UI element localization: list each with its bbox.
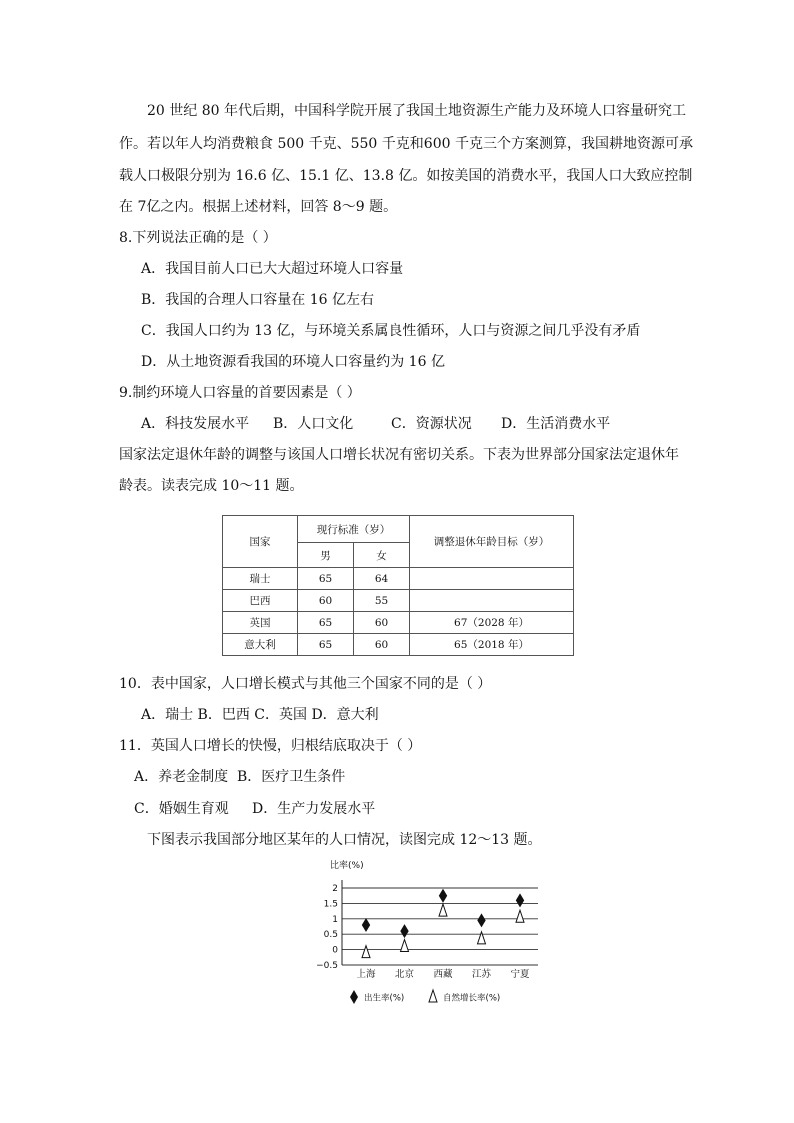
chart-intro: 下图表示我国部分地区某年的人口情况，读图完成 12～13 题。 bbox=[147, 832, 542, 848]
y-tick-label: 0 bbox=[332, 945, 338, 956]
q8-stem: 8.下列说法正确的是（ ） bbox=[119, 230, 277, 246]
table-intro-line-2: 龄表。读表完成 10～11 题。 bbox=[119, 478, 304, 494]
cell-male: 65 bbox=[298, 612, 354, 634]
q10-options: A．瑞士 B．巴西 C．英国 D．意大利 bbox=[141, 707, 379, 723]
intro-line-4: 在 7亿之内。根据上述材料，回答 8～9 题。 bbox=[119, 199, 398, 215]
q11-options-row-2 bbox=[134, 799, 375, 819]
q9-option-c: C．资源状况 bbox=[391, 416, 472, 432]
header-current-standard: 现行标准（岁） bbox=[298, 516, 410, 543]
y-axis-label: 比率(%) bbox=[330, 861, 364, 871]
cell-female: 60 bbox=[354, 634, 410, 656]
header-country: 国家 bbox=[223, 516, 298, 568]
retirement-table bbox=[222, 515, 574, 656]
q8-option-c: C．我国人口约为 13 亿，与环境关系属良性循环，人口与资源之间几乎没有矛盾 bbox=[141, 323, 641, 339]
birth-rate-point bbox=[362, 918, 370, 932]
q8-option-d: D．从土地资源看我国的环境人口容量约为 16 亿 bbox=[141, 354, 445, 370]
natural-growth-point bbox=[516, 910, 524, 922]
x-tick-label: 宁夏 bbox=[510, 969, 530, 980]
table-row bbox=[223, 634, 574, 656]
cell-target bbox=[410, 590, 574, 612]
cell-target: 67（2028 年） bbox=[410, 612, 574, 634]
natural-growth-point bbox=[478, 932, 486, 944]
cell-male: 65 bbox=[298, 568, 354, 590]
legend-birth-rate-label: 出生率(%) bbox=[364, 993, 405, 1004]
birth-rate-point bbox=[477, 913, 485, 927]
header-male: 男 bbox=[298, 543, 354, 568]
cell-female: 55 bbox=[354, 590, 410, 612]
header-female: 女 bbox=[354, 543, 410, 568]
q9-stem: 9.制约环境人口容量的首要因素是（ ） bbox=[119, 385, 361, 401]
y-tick-label: 0.5 bbox=[323, 930, 338, 941]
x-tick-label: 上海 bbox=[356, 969, 376, 980]
natural-growth-point bbox=[439, 904, 447, 916]
cell-country: 巴西 bbox=[223, 590, 298, 612]
birth-rate-point bbox=[400, 924, 408, 938]
cell-female: 60 bbox=[354, 612, 410, 634]
cell-male: 65 bbox=[298, 634, 354, 656]
cell-male: 60 bbox=[298, 590, 354, 612]
natural-growth-point bbox=[362, 946, 370, 958]
x-tick-label: 江苏 bbox=[471, 969, 492, 980]
cell-country: 英国 bbox=[223, 612, 298, 634]
cell-country: 意大利 bbox=[223, 634, 298, 656]
cell-target bbox=[410, 568, 574, 590]
cell-target: 65（2018 年） bbox=[410, 634, 574, 656]
q8-option-a: A．我国目前人口已大大超过环境人口容量 bbox=[141, 261, 404, 277]
q11-option-b: B．医疗卫生条件 bbox=[237, 769, 346, 785]
header-target: 调整退休年龄目标（岁） bbox=[410, 516, 574, 568]
intro-line-1: 20 世纪 80 年代后期，中国科学院开展了我国土地资源生产能力及环境人口容量研究工 bbox=[147, 103, 686, 119]
y-tick-label: 1 bbox=[332, 914, 338, 925]
birth-rate-point bbox=[516, 893, 524, 907]
table-row bbox=[223, 568, 574, 590]
q11-option-d: D．生产力发展水平 bbox=[252, 801, 376, 817]
legend-natural-growth-marker bbox=[429, 990, 437, 1002]
q9-option-a: A．科技发展水平 bbox=[141, 416, 250, 432]
table-row bbox=[223, 590, 574, 612]
x-tick-label: 西藏 bbox=[433, 969, 453, 980]
q9-options bbox=[141, 414, 610, 434]
legend-natural-growth-label: 自然增长率(%) bbox=[443, 993, 501, 1004]
q11-options-row-1 bbox=[134, 767, 345, 787]
cell-country: 瑞士 bbox=[223, 568, 298, 590]
q9-option-b: B．人口文化 bbox=[273, 416, 354, 432]
y-tick-label: 2 bbox=[332, 884, 338, 894]
x-tick-label: 北京 bbox=[394, 969, 415, 980]
q11-option-c: C．婚姻生育观 bbox=[134, 801, 229, 817]
intro-line-2: 作。若以年人均消费粮食 500 千克、550 千克和600 千克三个方案测算，我国耕地资源可承 bbox=[119, 136, 693, 152]
q9-option-d: D．生活消费水平 bbox=[501, 416, 611, 432]
population-rate-chart bbox=[310, 858, 550, 1010]
y-tick-label: 1.5 bbox=[323, 899, 338, 910]
birth-rate-point bbox=[439, 889, 447, 903]
intro-line-3: 载人口极限分别为 16.6 亿、15.1 亿、13.8 亿。如按美国的消费水平，我国人口大致应控制 bbox=[119, 168, 693, 184]
q11-stem: 11．英国人口增长的快慢，归根结底取决于（ ） bbox=[119, 738, 422, 754]
cell-female: 64 bbox=[354, 568, 410, 590]
table-intro-line-1: 国家法定退休年龄的调整与该国人口增长状况有密切关系。下表为世界部分国家法定退休年 bbox=[119, 447, 679, 463]
legend-birth-rate-marker bbox=[350, 990, 358, 1004]
y-tick-label: −0.5 bbox=[316, 961, 338, 971]
natural-growth-point bbox=[401, 940, 409, 952]
q10-stem: 10．表中国家，人口增长模式与其他三个国家不同的是（ ） bbox=[119, 676, 492, 692]
table-row bbox=[223, 612, 574, 634]
q8-option-b: B．我国的合理人口容量在 16 亿左右 bbox=[141, 292, 375, 308]
q11-option-a: A．养老金制度 bbox=[134, 769, 229, 785]
